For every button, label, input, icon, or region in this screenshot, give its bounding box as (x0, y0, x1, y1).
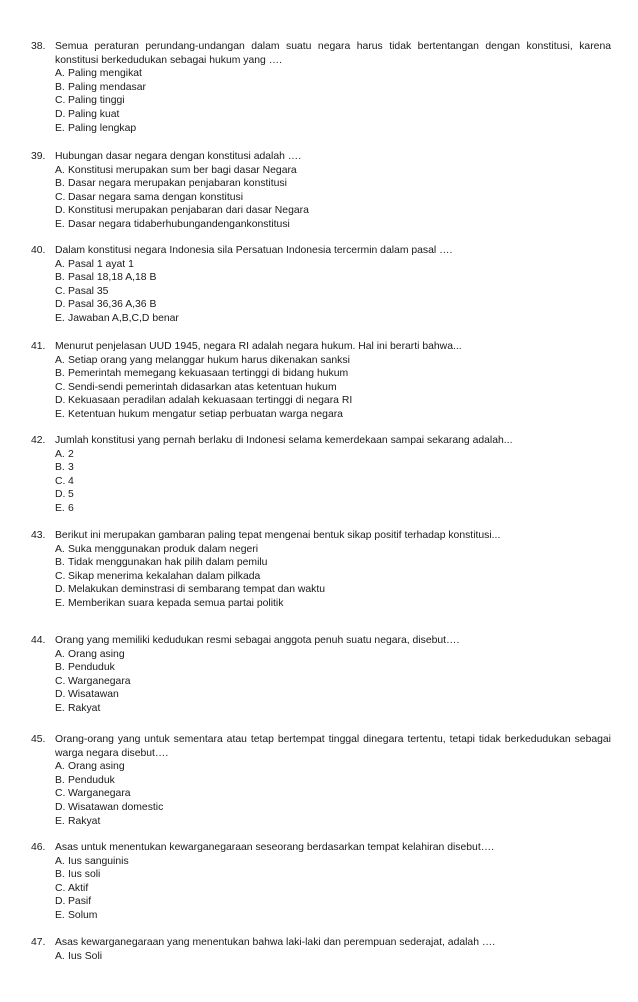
option-d (31, 394, 611, 408)
question-38 (31, 40, 611, 135)
option-b (31, 271, 611, 285)
option-c (31, 570, 611, 584)
question-text: Hubungan dasar negara dengan konstitusi adalah …. (55, 151, 302, 162)
question-text: Asas untuk menentukan kewarganegaraan seseorang berdasarkan tempat kelahiran disebut…. (55, 842, 494, 853)
question-39 (31, 150, 611, 232)
option-e (31, 312, 611, 326)
option-letter: E. (55, 408, 65, 420)
option-letter: A. (55, 164, 65, 176)
option-letter: D. (55, 108, 66, 120)
option-text: Warganegara (68, 788, 131, 800)
option-e (31, 502, 611, 516)
question-46 (31, 841, 611, 923)
option-text: Melakukan deminstrasi di sembarang tempat dan waktu (68, 584, 326, 596)
option-text: Setiap orang yang melanggar hukum harus dikenakan sanksi (68, 354, 350, 366)
option-d (31, 801, 611, 815)
option-text: Rakyat (68, 815, 101, 827)
option-letter: C. (55, 475, 66, 487)
option-text: Rakyat (68, 702, 101, 714)
option-letter: E. (55, 909, 65, 921)
option-text: Ius sanguinis (68, 855, 129, 867)
option-c (31, 94, 611, 108)
option-text: Wisatawan domestic (68, 801, 164, 813)
question-43 (31, 529, 611, 611)
option-text: Konstitusi merupakan sum ber bagi dasar Negara (68, 164, 297, 176)
option-a (31, 648, 611, 662)
option-letter: D. (55, 801, 66, 813)
option-letter: A. (55, 950, 65, 962)
option-letter: B. (55, 178, 65, 190)
option-text: Paling kuat (68, 108, 120, 120)
option-text: 4 (68, 475, 74, 487)
option-letter: D. (55, 584, 66, 596)
question-text: Menurut penjelasan UUD 1945, negara RI adalah negara hukum. Hal ini berarti bahwa... (55, 341, 462, 352)
option-text: Suka menggunakan produk dalam negeri (68, 543, 259, 555)
option-c (31, 475, 611, 489)
option-text: Ius Soli (68, 950, 103, 962)
option-d (31, 688, 611, 702)
option-letter: E. (55, 702, 65, 714)
question-number: 45. (31, 734, 46, 745)
option-b (31, 367, 611, 381)
option-d (31, 204, 611, 218)
option-b (31, 774, 611, 788)
option-letter: B. (55, 368, 65, 380)
option-text: Orang asing (68, 761, 125, 773)
option-list (31, 950, 611, 964)
option-e (31, 122, 611, 136)
question-45 (31, 733, 611, 828)
option-list (31, 855, 611, 923)
option-text: Sendi-sendi pemerintah didasarkan atas ketentuan hukum (68, 381, 337, 393)
option-text: 3 (68, 462, 74, 474)
option-list (31, 648, 611, 716)
option-list (31, 543, 611, 611)
option-letter: D. (55, 689, 66, 701)
question-42 (31, 434, 611, 516)
option-list (31, 760, 611, 828)
option-text: Ius soli (68, 869, 101, 881)
option-letter: A. (55, 258, 65, 270)
option-list (31, 354, 611, 422)
option-text: Penduduk (68, 774, 115, 786)
option-letter: C. (55, 882, 66, 894)
option-text: Dasar negara tidaberhubungandengankonstitusi (68, 218, 290, 230)
option-b (31, 661, 611, 675)
option-letter: C. (55, 675, 66, 687)
question-41 (31, 340, 611, 422)
option-text: Paling mengikat (68, 68, 142, 80)
option-letter: E. (55, 122, 65, 134)
question-number: 40. (31, 245, 46, 256)
option-a (31, 448, 611, 462)
option-letter: D. (55, 489, 66, 501)
option-letter: B. (55, 272, 65, 284)
option-text: Pasif (68, 896, 92, 908)
option-c (31, 675, 611, 689)
option-letter: A. (55, 354, 65, 366)
option-e (31, 815, 611, 829)
question-text: Orang-orang yang untuk sementara atau tetap bertempat tinggal dinegara tertentu, tetapi tidak berkedudukan sebagai warga negara disebut…. (55, 734, 611, 759)
option-a (31, 543, 611, 557)
option-letter: B. (55, 869, 65, 881)
option-text: Jawaban A,B,C,D benar (68, 312, 179, 324)
option-letter: C. (55, 788, 66, 800)
option-text: Pemerintah memegang kekuasaan tertinggi di bidang hukum (68, 368, 349, 380)
option-e (31, 218, 611, 232)
question-44 (31, 634, 611, 716)
option-a (31, 950, 611, 964)
option-text: Tidak menggunakan hak pilih dalam pemilu (68, 557, 268, 569)
option-text: Paling mendasar (68, 81, 146, 93)
option-letter: A. (55, 68, 65, 80)
option-b (31, 461, 611, 475)
option-letter: E. (55, 597, 65, 609)
option-text: 2 (68, 448, 74, 460)
option-a (31, 855, 611, 869)
option-text: Penduduk (68, 662, 115, 674)
option-b (31, 81, 611, 95)
option-text: Sikap menerima kekalahan dalam pilkada (68, 570, 261, 582)
option-text: Warganegara (68, 675, 131, 687)
option-letter: E. (55, 815, 65, 827)
option-letter: A. (55, 761, 65, 773)
option-letter: D. (55, 205, 66, 217)
option-letter: B. (55, 81, 65, 93)
question-47 (31, 936, 611, 963)
option-e (31, 408, 611, 422)
option-d (31, 298, 611, 312)
option-d (31, 488, 611, 502)
question-number: 44. (31, 635, 46, 646)
option-text: Aktif (68, 882, 89, 894)
option-letter: A. (55, 855, 65, 867)
option-letter: E. (55, 218, 65, 230)
option-letter: D. (55, 299, 66, 311)
option-text: Pasal 36,36 A,36 B (68, 299, 157, 311)
option-b (31, 177, 611, 191)
option-text: Dasar negara sama dengan konstitusi (68, 191, 244, 203)
option-letter: C. (55, 570, 66, 582)
option-text: 6 (68, 502, 74, 514)
option-a (31, 258, 611, 272)
option-c (31, 191, 611, 205)
option-letter: C. (55, 191, 66, 203)
question-text: Orang yang memiliki kedudukan resmi sebagai anggota penuh suatu negara, disebut…. (55, 635, 460, 646)
option-c (31, 381, 611, 395)
question-number: 42. (31, 435, 46, 446)
option-letter: D. (55, 896, 66, 908)
option-letter: B. (55, 462, 65, 474)
option-letter: B. (55, 774, 65, 786)
option-text: Dasar negara merupakan penjabaran konstitusi (68, 178, 287, 190)
option-letter: C. (55, 95, 66, 107)
option-list (31, 67, 611, 135)
option-b (31, 556, 611, 570)
option-d (31, 895, 611, 909)
option-text: Pasal 18,18 A,18 B (68, 272, 157, 284)
question-number: 46. (31, 842, 46, 853)
option-d (31, 108, 611, 122)
option-letter: A. (55, 543, 65, 555)
option-letter: A. (55, 448, 65, 460)
option-text: Paling tinggi (68, 95, 125, 107)
question-text: Asas kewarganegaraan yang menentukan bahwa laki-laki dan perempuan sederajat, adalah …. (55, 937, 496, 948)
option-text: Paling lengkap (68, 122, 137, 134)
option-a (31, 164, 611, 178)
option-e (31, 909, 611, 923)
question-text: Berikut ini merupakan gambaran paling tepat mengenai bentuk sikap positif terhadap konstitusi... (55, 530, 501, 541)
option-letter: B. (55, 557, 65, 569)
question-number: 47. (31, 937, 46, 948)
option-c (31, 882, 611, 896)
option-e (31, 597, 611, 611)
option-letter: D. (55, 395, 66, 407)
question-text: Dalam konstitusi negara Indonesia sila Persatuan Indonesia tercermin dalam pasal …. (55, 245, 453, 256)
option-text: Pasal 35 (68, 285, 109, 297)
option-letter: B. (55, 662, 65, 674)
option-a (31, 67, 611, 81)
option-text: Konstitusi merupakan penjabaran dari dasar Negara (68, 205, 309, 217)
option-text: Solum (68, 909, 98, 921)
question-number: 41. (31, 341, 46, 352)
option-text: Ketentuan hukum mengatur setiap perbuatan warga negara (68, 408, 343, 420)
option-a (31, 354, 611, 368)
option-letter: C. (55, 381, 66, 393)
option-text: Orang asing (68, 648, 125, 660)
option-letter: A. (55, 648, 65, 660)
question-text: Semua peraturan perundang-undangan dalam suatu negara harus tidak bertentangan dengan konstitusi, karena konstitusi berkedudukan sebagai hukum yang …. (55, 41, 611, 66)
option-list (31, 258, 611, 326)
question-number: 39. (31, 151, 46, 162)
option-list (31, 164, 611, 232)
option-list (31, 448, 611, 516)
option-b (31, 868, 611, 882)
option-text: Memberikan suara kepada semua partai politik (68, 597, 284, 609)
option-letter: E. (55, 502, 65, 514)
question-40 (31, 244, 611, 326)
option-letter: C. (55, 285, 66, 297)
option-text: Kekuasaan peradilan adalah kekuasaan tertinggi di negara RI (68, 395, 353, 407)
question-number: 38. (31, 41, 46, 52)
option-c (31, 787, 611, 801)
question-text: Jumlah konstitusi yang pernah berlaku di Indonesi selama kemerdekaan sampai sekarang adalah... (55, 435, 513, 446)
option-a (31, 760, 611, 774)
option-text: 5 (68, 489, 74, 501)
option-c (31, 285, 611, 299)
option-letter: E. (55, 312, 65, 324)
option-e (31, 702, 611, 716)
option-text: Pasal 1 ayat 1 (68, 258, 134, 270)
option-d (31, 583, 611, 597)
question-number: 43. (31, 530, 46, 541)
option-text: Wisatawan (68, 689, 119, 701)
